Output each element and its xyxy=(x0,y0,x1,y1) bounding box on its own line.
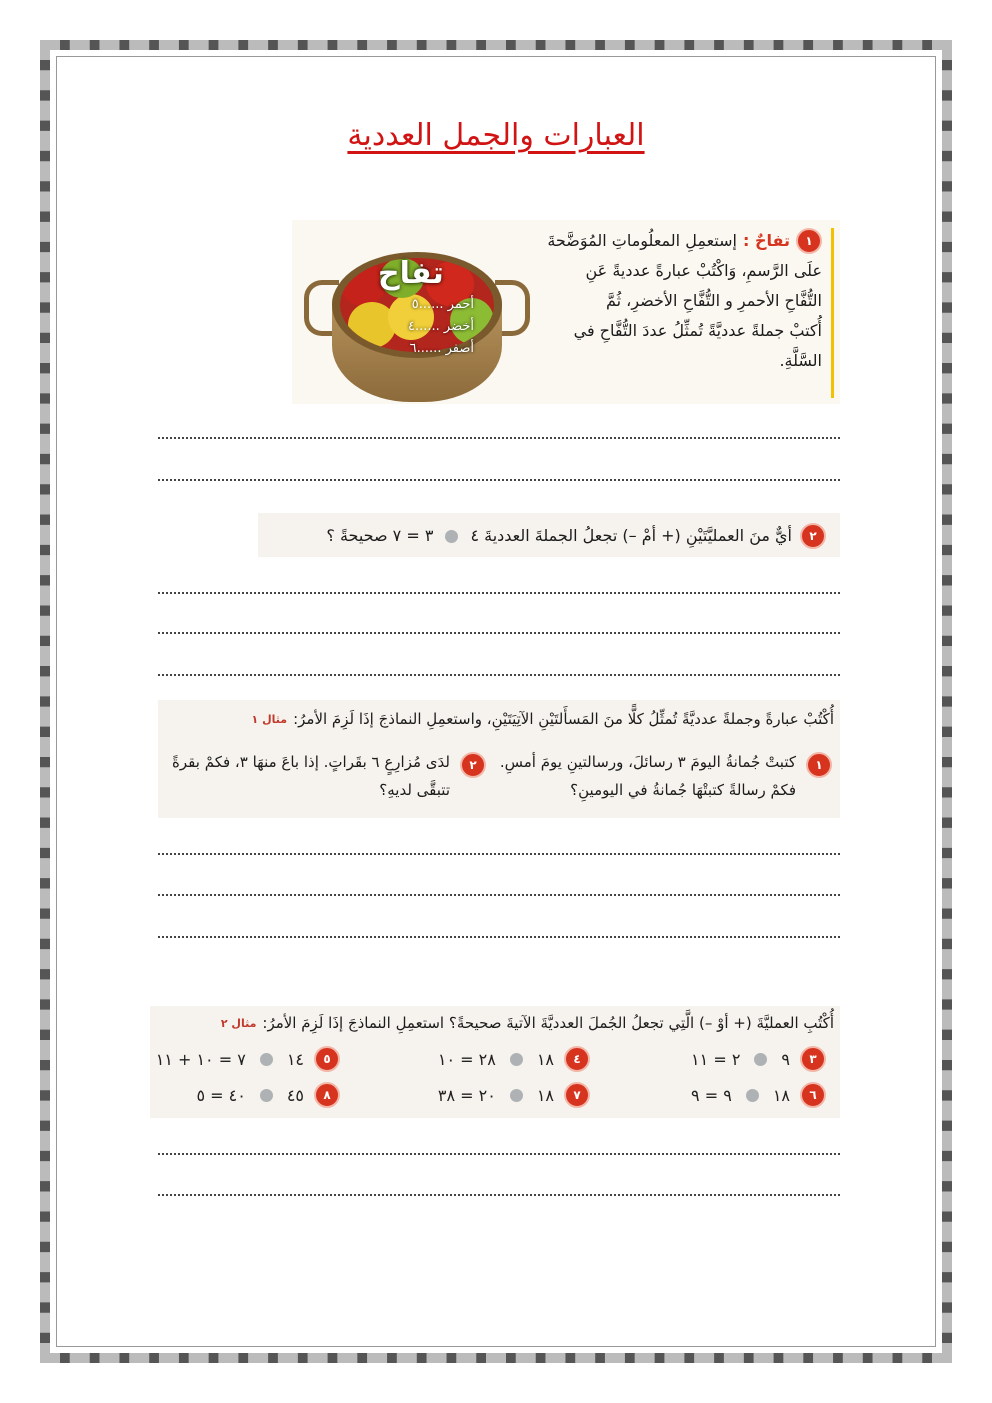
q2-number-badge: ٢ xyxy=(800,523,826,549)
answer-line[interactable] xyxy=(158,894,840,896)
problem-1-badge: ١ xyxy=(806,752,832,778)
q1-label: تفاحٌ : xyxy=(742,231,790,250)
basket-legend xyxy=(382,294,474,360)
section3-example: مثال ١ xyxy=(251,712,288,726)
answer-line[interactable] xyxy=(158,632,840,634)
equation-item: ٧ ١٨ ٢٠ = ٣٨ xyxy=(438,1082,590,1108)
section4-heading: أُكْتُبِ العمليَّةَ (+ أوْ –) الَّتِي تجعلُ الجُملَ العدديَّةَ الآتيةَ صحيحةً؟ استعمِلِ النماذجَ إذَا لَزِمَ الأمرُ: xyxy=(262,1014,834,1032)
answer-line[interactable] xyxy=(158,592,840,594)
problem-2-badge: ٢ xyxy=(460,752,486,778)
answer-line[interactable] xyxy=(158,1153,840,1155)
equation-item: ٨ ٤٥ ٤٠ = ٥ xyxy=(196,1082,340,1108)
problem-2-text: لدَى مُزارِعٍ ٦ بقَراتٍ. إذا باعَ منهَا ٣، فكمْ بقرةً تتبقَّى لديهِ؟ xyxy=(172,753,450,799)
q1-line-1: علَى الرَّسمِ، وَاكْتُبْ عبارةً عدديةً عَنِ xyxy=(585,261,822,280)
section4-heading-row xyxy=(221,1008,834,1038)
operation-blank-icon xyxy=(445,530,458,543)
operation-blank-icon xyxy=(746,1089,759,1102)
q1-line-2: التُّفَّاحِ الأحمرِ و التُّفَّاحِ الأخضرِ، ثُمَّ xyxy=(605,291,822,310)
basket-heading: تفاح xyxy=(378,256,444,291)
problem-2 xyxy=(166,748,486,804)
operation-blank-icon xyxy=(510,1053,523,1066)
highlight-bar xyxy=(831,228,834,398)
answer-line[interactable] xyxy=(158,853,840,855)
q2-row xyxy=(326,521,826,551)
q2-panel xyxy=(258,513,840,557)
answer-line[interactable] xyxy=(158,1194,840,1196)
q1-line-0: إستعمِلِ المعلُوماتِ المُوَضَّحةَ xyxy=(547,231,737,250)
q2-text-after: ٣ = ٧ صحيحةً ؟ xyxy=(326,526,434,545)
section4-panel xyxy=(150,1006,840,1118)
operation-blank-icon xyxy=(260,1089,273,1102)
answer-line[interactable] xyxy=(158,674,840,676)
equation-item: ٥ ١٤ ٧ = ١٠ + ١١ xyxy=(156,1046,340,1072)
legend-row-green: أخضر ......٤ xyxy=(407,319,474,334)
section4-example: مثال ٢ xyxy=(220,1016,257,1030)
equation-item: ٤ ١٨ ٢٨ = ١٠ xyxy=(438,1046,590,1072)
q1-text-block xyxy=(522,226,822,376)
problem-1-text: كتبتْ جُمانةُ اليومَ ٣ رسائلَ، ورسالتينِ يومَ أمسِ. فكمْ رسالةً كتبتْهَا جُمانةُ في اليومينِ؟ xyxy=(499,753,796,799)
q1-line-4: السَّلَّةِ. xyxy=(779,351,822,370)
q1-panel xyxy=(292,220,840,404)
equation-item: ٣ ٩ ٢ = ١١ xyxy=(691,1046,826,1072)
legend-row-red: أحمر ......٥ xyxy=(411,297,474,312)
q1-number-badge: ١ xyxy=(796,228,822,254)
q1-line-3: أُكتبْ جملةً عدديَّةً تُمثِّلُ عددَ التُّفَّاحِ في xyxy=(573,321,822,340)
apple-basket-image xyxy=(302,236,532,404)
problem-1 xyxy=(496,748,832,804)
answer-line[interactable] xyxy=(158,936,840,938)
page-title: العبارات والجمل العددية xyxy=(347,118,645,153)
section3-heading: أُكْتُبْ عبارةً وجملةً عدديَّةً تُمثِّلُ كلًّا منَ المَسأَلتَيْنِ الآتِيَتَيْنِ، واستعمِلِ النماذجَ إذَا لَزِمَ الأمرُ: xyxy=(293,710,834,728)
answer-line[interactable] xyxy=(158,437,840,439)
q1-first-line xyxy=(522,226,822,256)
equation-item: ٦ ١٨ ٩ = ٩ xyxy=(691,1082,826,1108)
section3-panel xyxy=(158,700,840,818)
operation-blank-icon xyxy=(510,1089,523,1102)
legend-row-yellow: أصفر ......٦ xyxy=(409,341,474,356)
q2-text-before: أيٌّ منَ العمليَّتَيْنِ (+ أمْ –) تجعلُ الجملةَ العدديةَ ٤ xyxy=(470,526,792,545)
operation-blank-icon xyxy=(754,1053,767,1066)
operation-blank-icon xyxy=(260,1053,273,1066)
section3-heading-row xyxy=(252,704,834,734)
answer-line[interactable] xyxy=(158,479,840,481)
